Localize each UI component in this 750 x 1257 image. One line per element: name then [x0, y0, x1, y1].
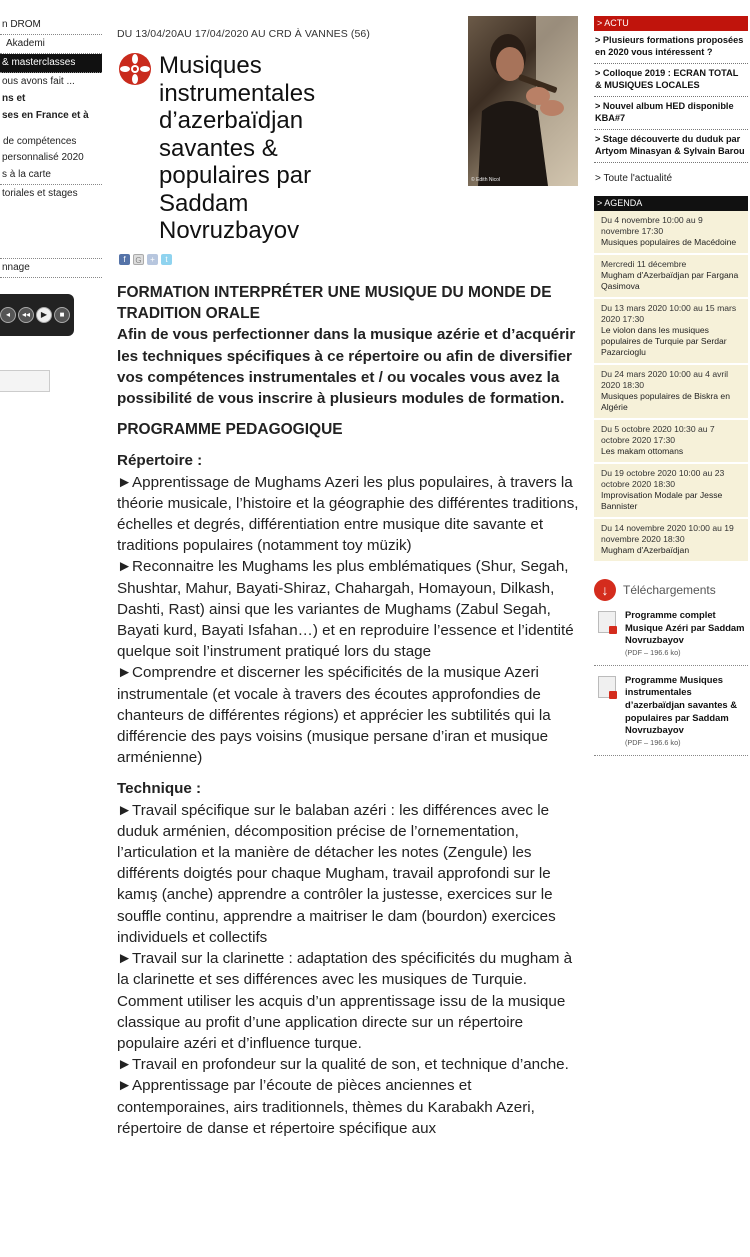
agenda-title: Mugham d'Azerbaïdjan: [601, 545, 690, 555]
twitter-icon[interactable]: t: [161, 254, 172, 265]
repertoire-item: ►Comprendre et discerner les spécificités de la musique Azeri instrumentale (et vocale à travers des écoutes approfondies de chanteurs de différentes régions) et apprécier les subtilités qui la différencie des pays voisins (musique persane d’iran et musique arménienne): [117, 664, 551, 767]
repertoire-section: [117, 450, 579, 768]
nav-item-france[interactable]: ses en France et à: [2, 110, 89, 121]
agenda-item[interactable]: [594, 255, 748, 299]
download-size: (PDF – 196.6 ko): [625, 647, 681, 657]
left-navigation: [0, 16, 102, 278]
download-item[interactable]: [594, 601, 748, 666]
pdf-file-icon: [598, 676, 616, 698]
nav-item-tutoriales[interactable]: toriales et stages: [0, 185, 102, 259]
agenda-date: Du 5 octobre 2020 10:30 au 7 octobre 2020 17:30: [601, 424, 715, 445]
news-link[interactable]: > Colloque 2019 : ECRAN TOTAL & MUSIQUES LOCALES: [594, 64, 748, 97]
technique-section: [117, 778, 579, 1138]
download-item[interactable]: [594, 666, 748, 756]
agenda-item[interactable]: [594, 299, 748, 365]
facebook-icon[interactable]: f: [119, 254, 130, 265]
google-icon[interactable]: G: [133, 254, 144, 265]
technique-item: ►Travail sur la clarinette : adaptation des spécificités du mugham à la clarinette et ses différences avec les musiques de Turquie. Comment utiliser les acquis d’un apprentissage issu de la musique classique au profit d’une application directe sur un répertoire populaire azéri et d’influence turque.: [117, 950, 573, 1052]
actu-header: > ACTU: [594, 16, 748, 31]
all-news-link[interactable]: > Toute l'actualité: [595, 173, 673, 184]
play-icon[interactable]: ▶: [36, 307, 52, 323]
nav-item-akademi[interactable]: Akademi: [0, 35, 102, 54]
download-arrow-icon: ↓: [594, 579, 616, 601]
nav-item-competences[interactable]: de compétences: [3, 136, 77, 147]
agenda-title: Improvisation Modale par Jesse Bannister: [601, 490, 723, 511]
agenda-header: > AGENDA: [594, 196, 748, 211]
page-title: Musiques instrumentales d’azerbaïdjan savantes & populaires par Saddam Novruzbayov: [159, 52, 316, 244]
formation-heading: FORMATION INTERPRÉTER UNE MUSIQUE DU MONDE DE TRADITION ORALE: [117, 284, 552, 323]
repertoire-item: ►Reconnaitre les Mughams les plus emblématiques (Shur, Segah, Shushtar, Mahur, Bayati-Shiraz, Chahargah, Homayoun, Dilkash, Dashti, Rast) ainsi que les variantes de Mughams (Zabul Segah, Bayati kurd, Bayati Isfahan…) et en reproduire l’essence et l’identité quelque soit l’instrument pratiqué lors du stage: [117, 558, 574, 661]
download-size: (PDF – 196.6 ko): [625, 737, 681, 747]
audio-player: [0, 294, 74, 336]
agenda-title: Les makam ottomans: [601, 446, 684, 456]
nav-item-parrainage[interactable]: nnage: [0, 259, 102, 278]
download-name[interactable]: Programme complet Musique Azéri par Saddam Novruzbayov: [625, 609, 745, 646]
agenda-date: Du 4 novembre 10:00 au 9 novembre 17:30: [601, 215, 703, 236]
nav-item-personnalise[interactable]: personnalisé 2020: [2, 152, 84, 163]
news-link[interactable]: > Plusieurs formations proposées en 2020 vous intéressent ?: [594, 31, 748, 64]
technique-item: ►Travail spécifique sur le balaban azéri : les différences avec le duduk arménien, décomposition précise de l’ornementation, l’articulation et la manière de détacher les notes (Zengule) les différents doigtés pour chaque Mugham, travail approfondi sur le kamış (anche) apprendre a contrôler la justesse, exercices sur le souffle continu, apprendre a maitriser le dam (bourdon) exercices individuels et collectifs: [117, 801, 556, 946]
search-input[interactable]: [0, 370, 50, 392]
agenda-title: Musiques populaires de Biskra en Algérie: [601, 391, 730, 412]
nav-item-carte[interactable]: s à la carte: [0, 166, 102, 185]
intro-text: Afin de vous perfectionner dans la musique azérie et d’acquérir les techniques spécifiques à ce répertoire ou afin de diversifier vos compétences instrumentales et / ou vocales vous avez la possibilité de vous inscrire à plusieurs modules de formation.: [117, 326, 576, 408]
repertoire-item: ►Apprentissage de Mughams Azeri les plus populaires, à travers la théorie musicale, l’histoire et la géographie des différentes traditions, échelles et degrés, différentiation entre musique dite savante et traditions populaires (notamment toy müzik): [117, 473, 579, 555]
agenda-date: Du 24 mars 2020 10:00 au 4 avril 2020 18:30: [601, 369, 729, 390]
nav-item-formations[interactable]: ns et: [2, 93, 26, 104]
musician-photo: [468, 16, 578, 186]
technique-item: ►Apprentissage par l’écoute de pièces anciennes et contemporaines, airs traditionnels, thèmes du Karabakh Azeri, répertoire de danse et répertoire spécifique aux: [117, 1077, 535, 1137]
previous-icon[interactable]: ◂: [0, 307, 16, 323]
downloads-title: Téléchargements: [623, 583, 716, 597]
download-name[interactable]: Programme Musiques instrumentales d’azerbaïdjan savantes & populaires par Saddam Novruzbayov: [625, 673, 738, 736]
agenda-item[interactable]: [594, 464, 748, 519]
event-dates: DU 13/04/20AU 17/04/2020 AU CRD À VANNES (56): [117, 28, 370, 40]
agenda-item[interactable]: [594, 420, 748, 464]
downloads-header: [594, 579, 748, 601]
news-link[interactable]: > Stage découverte du duduk par Artyom Minasyan & Sylvain Barou: [594, 130, 748, 163]
nav-item-drom[interactable]: n DROM: [0, 16, 102, 35]
right-sidebar: [594, 16, 748, 756]
agenda-date: Du 14 novembre 2020 10:00 au 19 novembre 2020 18:30: [601, 523, 734, 544]
agenda-date: Mercredi 11 décembre: [601, 259, 687, 269]
agenda-item[interactable]: [594, 519, 748, 563]
flower-logo-icon: [117, 51, 153, 87]
stop-icon[interactable]: ■: [54, 307, 70, 323]
delicious-icon[interactable]: +: [147, 254, 158, 265]
photo-credit: © Edith Nicol: [471, 177, 500, 183]
nav-item-masterclasses[interactable]: & masterclasses: [0, 54, 102, 73]
programme-heading: PROGRAMME PEDAGOGIQUE: [117, 421, 343, 439]
news-link[interactable]: > Nouvel album HED disponible KBA#7: [594, 97, 748, 130]
share-bar: [119, 254, 172, 266]
technique-heading: Technique :: [117, 780, 202, 798]
agenda-title: Musiques populaires de Macédoine: [601, 237, 737, 247]
agenda-title: Mugham d'Azerbaïdjan par Fargana Qasimova: [601, 270, 739, 291]
article-body: [117, 282, 579, 1149]
agenda-item[interactable]: [594, 211, 748, 255]
agenda-date: Du 19 octobre 2020 10:00 au 23 octobre 2020 18:30: [601, 468, 725, 489]
rewind-icon[interactable]: ◂◂: [18, 307, 34, 323]
agenda-item[interactable]: [594, 365, 748, 420]
pdf-file-icon: [598, 611, 616, 633]
technique-item: ►Travail en profondeur sur la qualité de son, et technique d’anche.: [117, 1056, 569, 1074]
agenda-date: Du 13 mars 2020 10:00 au 15 mars 2020 17:30: [601, 303, 737, 324]
repertoire-heading: Répertoire :: [117, 452, 203, 470]
nav-item-nous-avons-fait[interactable]: ous avons fait ...: [2, 76, 75, 87]
agenda-title: Le violon dans les musiques populaires de Turquie par Serdar Pazarcioglu: [601, 325, 727, 357]
